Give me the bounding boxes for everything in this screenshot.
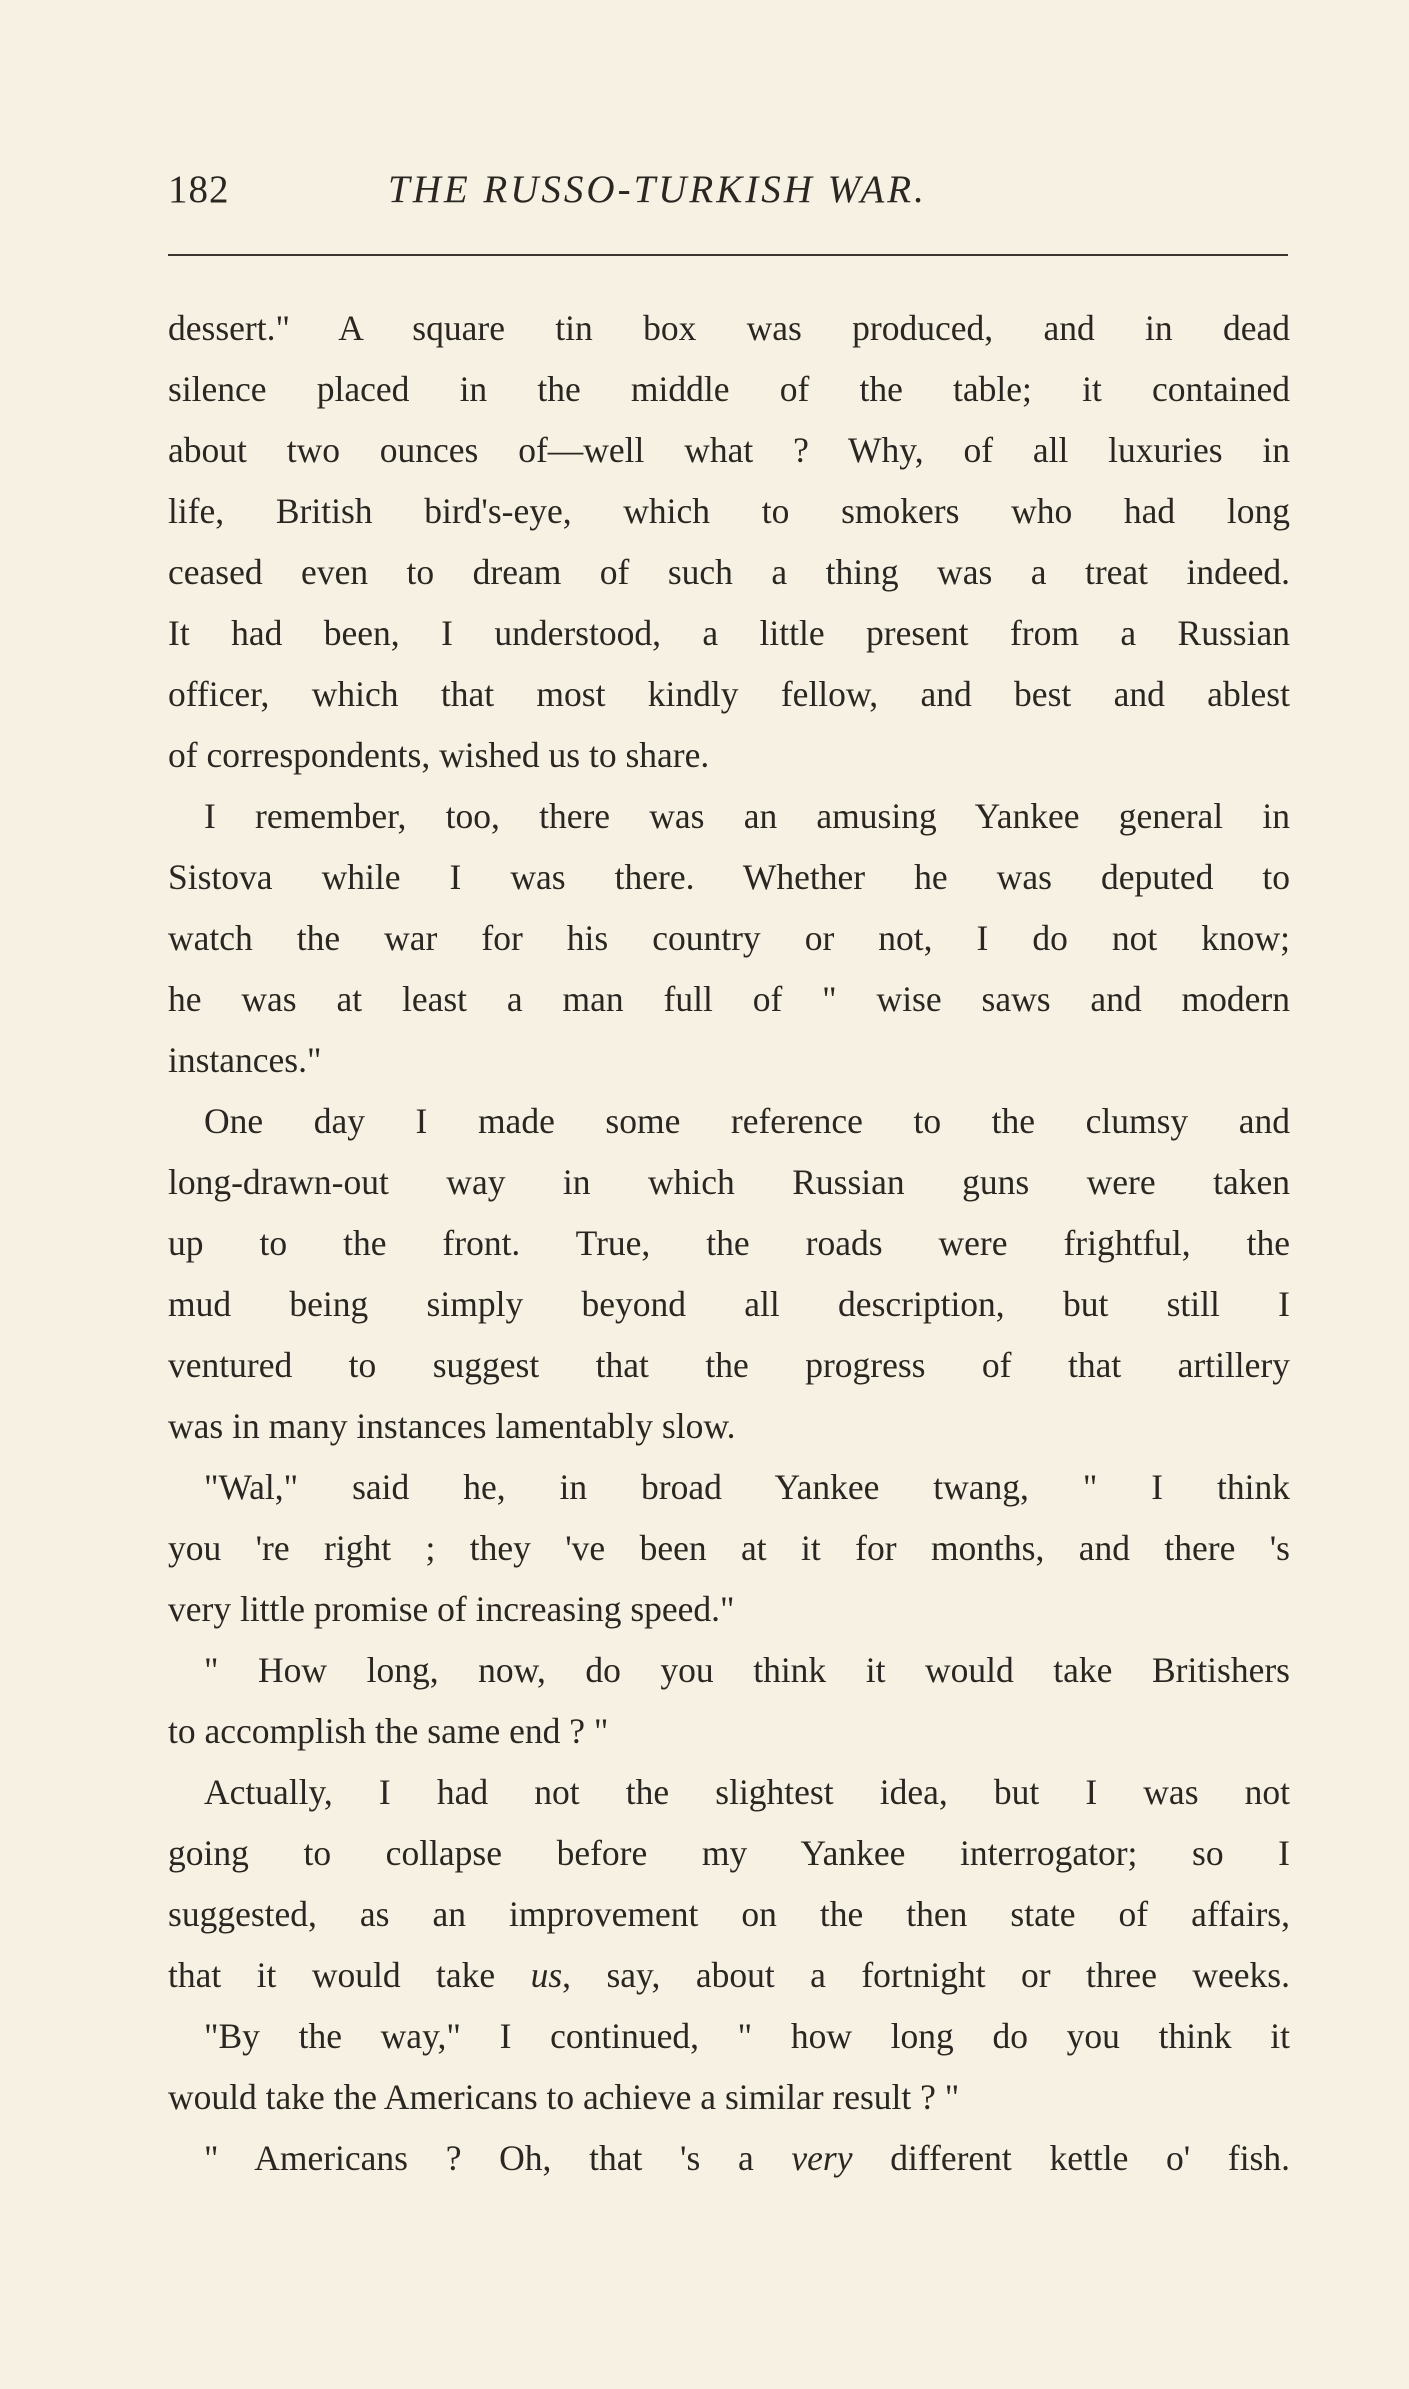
text-line: ventured to suggest that the progress of that artillery [168,1345,1290,1385]
text-line: I remember, too, there was an amusing Yankee general in [204,796,1290,836]
text-line: "Wal," said he, in broad Yankee twang, " I think [204,1467,1290,1507]
text-segment: " Americans ? Oh, that 's a [204,2138,792,2178]
text-line: " How long, now, do you think it would take Britishers [204,1650,1290,1690]
text-line: Actually, I had not the slightest idea, but I was not [204,1772,1290,1812]
text-line: silence placed in the middle of the table; it contained [168,369,1290,409]
italic-word: very [791,2138,853,2178]
text-line: very little promise of increasing speed." [168,1589,735,1629]
text-line: It had been, I understood, a little present from a Russian [168,613,1290,653]
text-line: to accomplish the same end ? " [168,1711,609,1751]
text-segment: , say, about a fortnight or three weeks. [562,1955,1290,1995]
text-line [168,2128,1290,2189]
text-line: "By the way," I continued, " how long do you think it [204,2016,1290,2056]
text-line: was in many instances lamentably slow. [168,1406,736,1446]
text-line: ceased even to dream of such a thing was a treat indeed. [168,552,1290,592]
text-segment: that it would take [168,1955,531,1995]
italic-word: us [530,1955,563,1995]
running-head [168,160,1298,220]
text-line: about two ounces of—well what ? Why, of all luxuries in [168,430,1290,470]
text-line: he was at least a man full of " wise saws and modern [168,979,1290,1019]
text-line: instances." [168,1040,322,1080]
text-line: mud being simply beyond all description, but still I [168,1284,1290,1324]
page-number: 182 [168,168,230,211]
text-line: going to collapse before my Yankee interrogator; so I [168,1833,1290,1873]
text-line: watch the war for his country or not, I do not know; [168,918,1290,958]
header-rule [168,254,1288,256]
text-line: you 're right ; they 've been at it for months, and there 's [168,1528,1290,1568]
text-line: suggested, as an improvement on the then state of affairs, [168,1894,1290,1934]
text-line: Sistova while I was there. Whether he was deputed to [168,857,1290,897]
text-line: One day I made some reference to the clumsy and [204,1101,1290,1141]
text-segment: different kettle o' fish. [852,2138,1290,2178]
text-line: long-drawn-out way in which Russian guns were taken [168,1162,1290,1202]
text-line: life, British bird's-eye, which to smokers who had long [168,491,1290,531]
text-line: of correspondents, wished us to share. [168,735,710,775]
text-line: would take the Americans to achieve a similar result ? " [168,2077,960,2117]
text-line: dessert." A square tin box was produced, and in dead [168,308,1290,348]
text-line [168,1945,1290,2006]
text-line: up to the front. True, the roads were frightful, the [168,1223,1290,1263]
running-title: THE RUSSO-TURKISH WAR. [388,168,927,211]
text-line: officer, which that most kindly fellow, and best and ablest [168,674,1290,714]
body-text [168,298,1290,2189]
